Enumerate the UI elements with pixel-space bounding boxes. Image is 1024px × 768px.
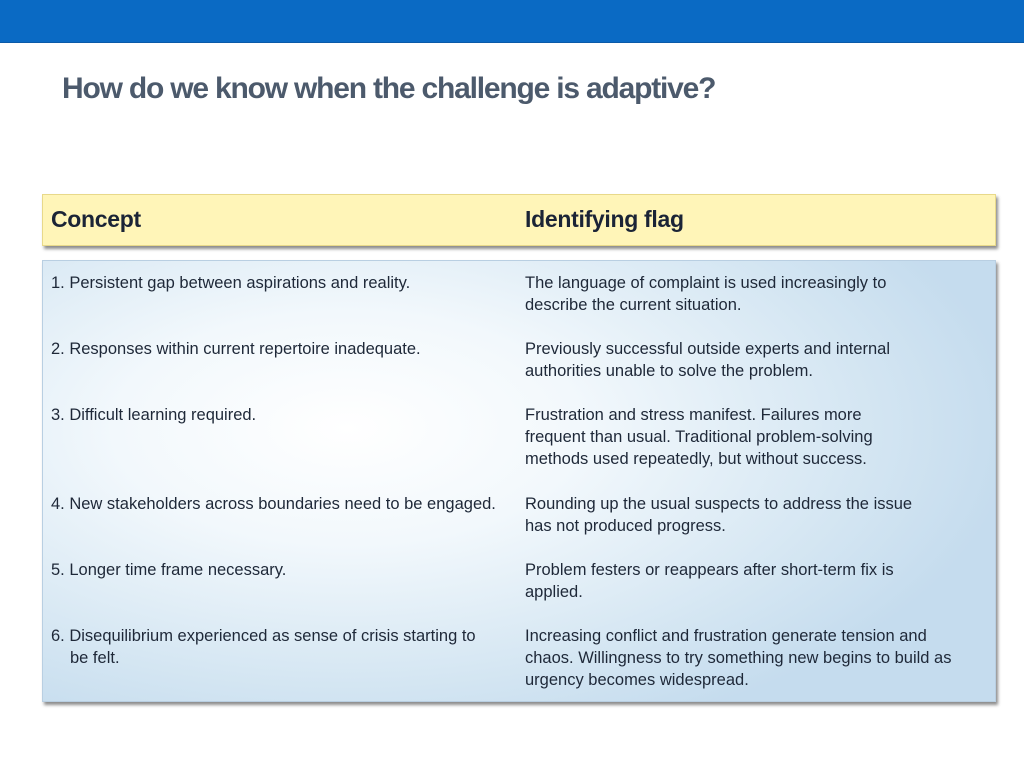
- concept-cell: 6. Disequilibrium experienced as sense of crisis starting to be felt.: [51, 627, 476, 667]
- concept-cell: 2. Responses within current repertoire inadequate.: [51, 340, 421, 358]
- top-banner-bar: [0, 0, 1024, 43]
- flag-cell: Problem festers or reappears after short-term fix is applied.: [525, 561, 894, 601]
- concept-cell: 3. Difficult learning required.: [51, 406, 257, 424]
- flag-cell: The language of complaint is used increasingly to describe the current situation.: [525, 274, 887, 314]
- concept-cell: 1. Persistent gap between aspirations and reality.: [51, 274, 411, 292]
- concept-cell: 4. New stakeholders across boundaries need to be engaged.: [51, 495, 496, 513]
- concept-cell: 5. Longer time frame necessary.: [51, 561, 287, 579]
- flag-cell: Previously successful outside experts and internal authorities unable to solve the problem.: [525, 340, 891, 380]
- flag-cell: Frustration and stress manifest. Failures more frequent than usual. Traditional problem-solving methods used repeatedly, but without success.: [525, 406, 873, 468]
- slide-title: How do we know when the challenge is adaptive?: [62, 72, 716, 105]
- flag-cell: Rounding up the usual suspects to address the issue has not produced progress.: [525, 495, 913, 535]
- header-concept: Concept: [51, 206, 141, 232]
- table-header: [42, 194, 996, 246]
- table-body: [42, 260, 996, 702]
- flag-cell: Increasing conflict and frustration generate tension and chaos. Willingness to try something new begins to build as urgency becomes widespread.: [525, 627, 952, 689]
- header-identifying-flag: Identifying flag: [525, 206, 684, 232]
